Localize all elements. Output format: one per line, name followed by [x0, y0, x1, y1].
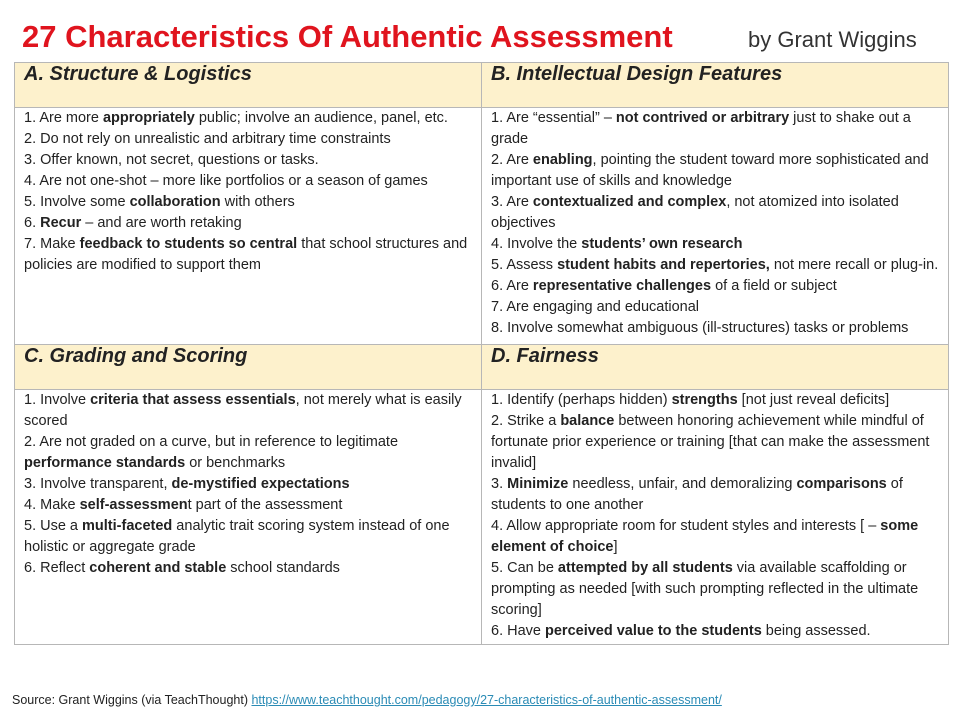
item-text: 4. Are not one-shot – more like portfolios or a season of games: [24, 173, 428, 189]
item-text: needless, unfair, and demoralizing: [568, 476, 797, 492]
emphasis-text: perceived value to the students: [545, 623, 762, 639]
list-item: [24, 474, 472, 495]
list-item: [491, 255, 939, 276]
item-text: just to shake out a grade: [491, 110, 911, 147]
emphasis-text: collaboration: [129, 194, 221, 210]
emphasis-text: de-mystified expectations: [171, 476, 350, 492]
item-text: via available scaffolding or prompting as needed [with such prompting reflected in the ultimate scoring]: [491, 560, 919, 618]
emphasis-text: coherent and stable: [89, 560, 227, 576]
list-item: [491, 297, 939, 318]
list-item: [491, 390, 939, 411]
item-text: 8. Involve somewhat ambiguous (ill-structures) tasks or problems: [491, 320, 909, 336]
emphasis-text: representative challenges: [532, 278, 712, 294]
item-text: 3. Involve transparent,: [24, 476, 172, 492]
item-text: 3. Offer known, not secret, questions or tasks.: [24, 152, 319, 168]
section-d-heading: D. Fairness: [482, 345, 949, 390]
emphasis-text: appropriately: [102, 110, 195, 126]
item-text: of a field or subject: [711, 278, 837, 294]
emphasis-text: enabling: [532, 152, 593, 168]
list-item: [491, 558, 939, 621]
page-title: 27 Characteristics Of Authentic Assessment: [22, 19, 673, 54]
item-text: 5. Assess: [491, 257, 558, 273]
item-text: of students to one another: [491, 476, 903, 513]
item-text: 6. Are: [491, 278, 533, 294]
emphasis-text: contextualized and complex: [532, 194, 727, 210]
item-text: school standards: [226, 560, 340, 576]
emphasis-text: balance: [560, 413, 615, 429]
list-item: [491, 474, 939, 516]
item-text: 3.: [491, 476, 508, 492]
item-text: t part of the assessment: [187, 497, 343, 513]
item-text: 5. Can be: [491, 560, 558, 576]
list-item: [491, 318, 939, 339]
list-item: [24, 129, 472, 150]
list-item: [24, 432, 472, 474]
list-item: [491, 516, 939, 558]
emphasis-text: performance standards: [24, 455, 186, 471]
emphasis-text: Minimize: [507, 476, 569, 492]
item-text: public; involve an audience, panel, etc.: [194, 110, 448, 126]
item-text: 3. Are: [491, 194, 533, 210]
list-item: [24, 495, 472, 516]
item-text: 5. Use a: [24, 518, 83, 534]
item-text: 7. Are engaging and educational: [491, 299, 700, 315]
item-text: 7. Make: [24, 236, 80, 252]
item-text: being assessed.: [761, 623, 871, 639]
list-item: [491, 192, 939, 234]
section-b-list: [482, 108, 949, 345]
list-item: [24, 234, 472, 276]
emphasis-text: feedback to students so central: [79, 236, 298, 252]
emphasis-text: students’ own research: [581, 236, 743, 252]
list-item: [24, 516, 472, 558]
item-text: 2. Strike a: [491, 413, 561, 429]
item-text: 2. Are not graded on a curve, but in reference to legitimate: [24, 434, 399, 450]
item-text: or benchmarks: [185, 455, 286, 471]
item-text: [not just reveal deficits]: [737, 392, 890, 408]
list-item: [24, 108, 472, 129]
characteristics-table: [14, 62, 949, 645]
item-text: 4. Allow appropriate room for student styles and interests [ –: [491, 518, 881, 534]
item-text: , not merely what is easily scored: [24, 392, 462, 429]
emphasis-text: some element of choice: [491, 518, 919, 555]
section-c-list: [15, 390, 482, 645]
list-item: [24, 192, 472, 213]
emphasis-text: multi-faceted: [82, 518, 173, 534]
item-text: 6. Have: [491, 623, 545, 639]
item-text: 6. Reflect: [24, 560, 90, 576]
list-item: [491, 234, 939, 255]
item-text: 1. Are more: [24, 110, 103, 126]
emphasis-text: criteria that assess essentials: [90, 392, 296, 408]
item-text: not mere recall or plug-in.: [769, 257, 939, 273]
source-link[interactable]: https://www.teachthought.com/pedagogy/27-characteristics-of-authentic-assessment/: [251, 693, 722, 707]
source-credit: [12, 693, 722, 707]
emphasis-text: attempted by all students: [557, 560, 733, 576]
item-text: , pointing the student toward more sophisticated and important use of skills and knowledge: [491, 152, 929, 189]
item-text: 4. Involve the: [491, 236, 582, 252]
item-text: , not atomized into isolated objectives: [491, 194, 899, 231]
item-text: 1. Are “essential” –: [491, 110, 616, 126]
list-item: [491, 108, 939, 150]
section-c-heading: C. Grading and Scoring: [15, 345, 482, 390]
item-text: 4. Make: [24, 497, 80, 513]
section-b-heading: B. Intellectual Design Features: [482, 63, 949, 108]
item-text: analytic trait scoring system instead of one holistic or aggregate grade: [24, 518, 450, 555]
list-item: [491, 150, 939, 192]
list-item: [24, 213, 472, 234]
emphasis-text: strengths: [671, 392, 738, 408]
source-label: Source: Grant Wiggins (via TeachThought): [12, 693, 252, 707]
item-text: 1. Identify (perhaps hidden): [491, 392, 672, 408]
list-item: [24, 171, 472, 192]
item-text: 2. Do not rely on unrealistic and arbitrary time constraints: [24, 131, 391, 147]
emphasis-text: student habits and repertories,: [557, 257, 770, 273]
item-text: 5. Involve some: [24, 194, 130, 210]
list-item: [491, 621, 939, 642]
item-text: 1. Involve: [24, 392, 91, 408]
item-text: ]: [613, 539, 618, 555]
list-item: [491, 276, 939, 297]
item-text: 6.: [24, 215, 41, 231]
section-d-list: [482, 390, 949, 645]
item-text: between honoring achievement while mindful of fortunate prior experience or training [that can make the assessment invalid]: [491, 413, 930, 471]
item-text: with others: [220, 194, 295, 210]
list-item: [24, 150, 472, 171]
item-text: – and are worth retaking: [81, 215, 242, 231]
emphasis-text: not contrived or arbitrary: [615, 110, 790, 126]
emphasis-text: Recur: [40, 215, 82, 231]
section-a-list: [15, 108, 482, 345]
emphasis-text: comparisons: [796, 476, 887, 492]
emphasis-text: self-assessmen: [79, 497, 188, 513]
list-item: [24, 558, 472, 579]
item-text: that school structures and policies are modified to support them: [24, 236, 468, 273]
author-byline: by Grant Wiggins: [748, 27, 917, 52]
list-item: [491, 411, 939, 474]
section-a-heading: A. Structure & Logistics: [15, 63, 482, 108]
item-text: 2. Are: [491, 152, 533, 168]
list-item: [24, 390, 472, 432]
